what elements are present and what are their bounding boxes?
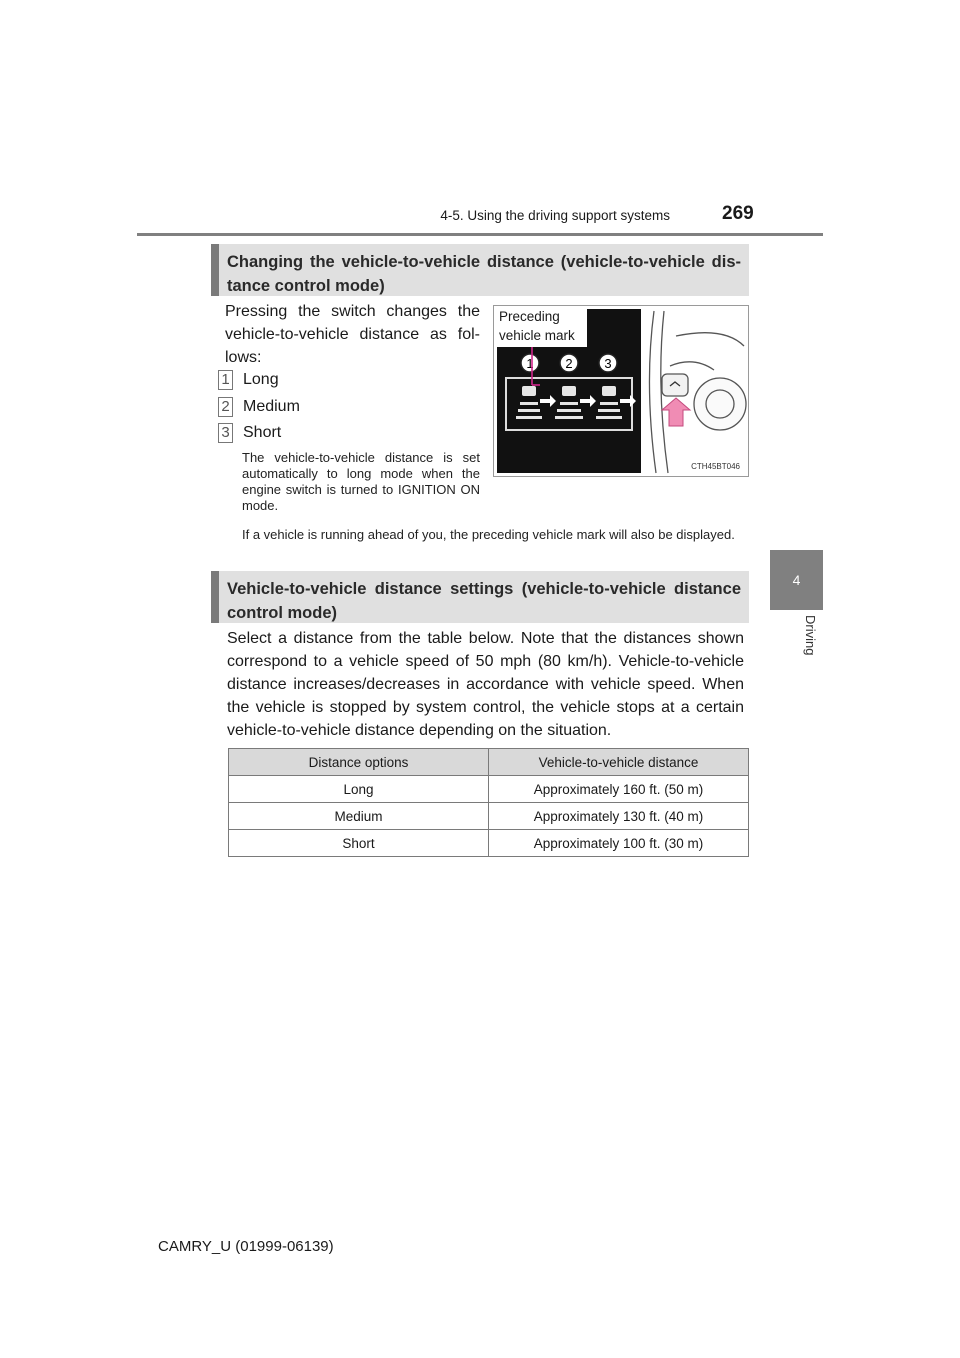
- section-heading-changing-distance: Changing the vehicle-to-vehicle distance (vehicle-to-vehicle dis-tance control mode): [211, 244, 749, 296]
- callout-line-2: vehicle mark: [499, 328, 575, 343]
- list-item-label: Medium: [243, 398, 300, 415]
- callout-label: [495, 307, 587, 347]
- list-number: 3: [218, 423, 233, 443]
- table-cell: Approximately 160 ft. (50 m): [489, 776, 749, 803]
- svg-text:2: 2: [565, 356, 573, 371]
- marker-2: [560, 354, 578, 372]
- distance-switch-figure: [493, 305, 749, 477]
- list-number: 2: [218, 397, 233, 417]
- page-number: 269: [722, 203, 754, 224]
- list-item: [218, 423, 233, 443]
- svg-text:3: 3: [604, 356, 612, 371]
- table-row: [229, 803, 749, 830]
- chapter-tab-label: Driving: [803, 615, 818, 656]
- marker-1: [521, 354, 539, 372]
- running-header-section: 4-5. Using the driving support systems: [440, 208, 670, 223]
- table-cell: Long: [229, 776, 489, 803]
- document-code: CAMRY_U (01999-06139): [158, 1238, 334, 1255]
- list-item: [218, 397, 233, 417]
- list-item: [218, 370, 233, 390]
- section-heading-distance-settings: Vehicle-to-vehicle distance settings (vehicle-to-vehicle distance control mode): [211, 571, 749, 623]
- list-item-label: Short: [243, 424, 282, 441]
- chapter-tab-number: 4: [770, 550, 823, 610]
- intro-paragraph: Pressing the switch changes the vehicle-to-vehicle distance as fol-lows:: [225, 303, 480, 366]
- table-cell: Approximately 130 ft. (40 m): [489, 803, 749, 830]
- list-number: 1: [218, 370, 233, 390]
- table-row: [229, 776, 749, 803]
- table-header: Vehicle-to-vehicle distance: [489, 749, 749, 776]
- figure-code: CTH45BT046: [691, 462, 740, 471]
- marker-3: [599, 354, 617, 372]
- steering-wheel-switch: [649, 311, 746, 473]
- callout-line-1: Preceding: [499, 309, 560, 324]
- distance-settings-paragraph: Select a distance from the table below. Note that the distances shown correspond to a vehicle speed of 50 mph (80 km/h). Vehicle-to-vehicle distance increases/decreases in accordance with vehicle speed. When the vehicle is stopped by system control, the vehicle stops at a certain vehicle-to-vehicle distance depending on the situation.: [227, 630, 744, 739]
- press-arrow: [662, 398, 690, 426]
- table-cell: Short: [229, 830, 489, 857]
- note-preceding-vehicle: If a vehicle is running ahead of you, the preceding vehicle mark will also be displayed.: [242, 527, 735, 542]
- distance-table: [228, 748, 749, 857]
- svg-text:1: 1: [526, 356, 534, 371]
- note-default-mode: The vehicle-to-vehicle distance is set automatically to long mode when the engine switch is turned to IGNITION ON mode.: [242, 450, 480, 513]
- table-header: Distance options: [229, 749, 489, 776]
- list-item-label: Long: [243, 371, 279, 388]
- table-row: [229, 830, 749, 857]
- table-header-row: [229, 749, 749, 776]
- table-cell: Medium: [229, 803, 489, 830]
- header-rule: [137, 233, 823, 236]
- table-cell: Approximately 100 ft. (30 m): [489, 830, 749, 857]
